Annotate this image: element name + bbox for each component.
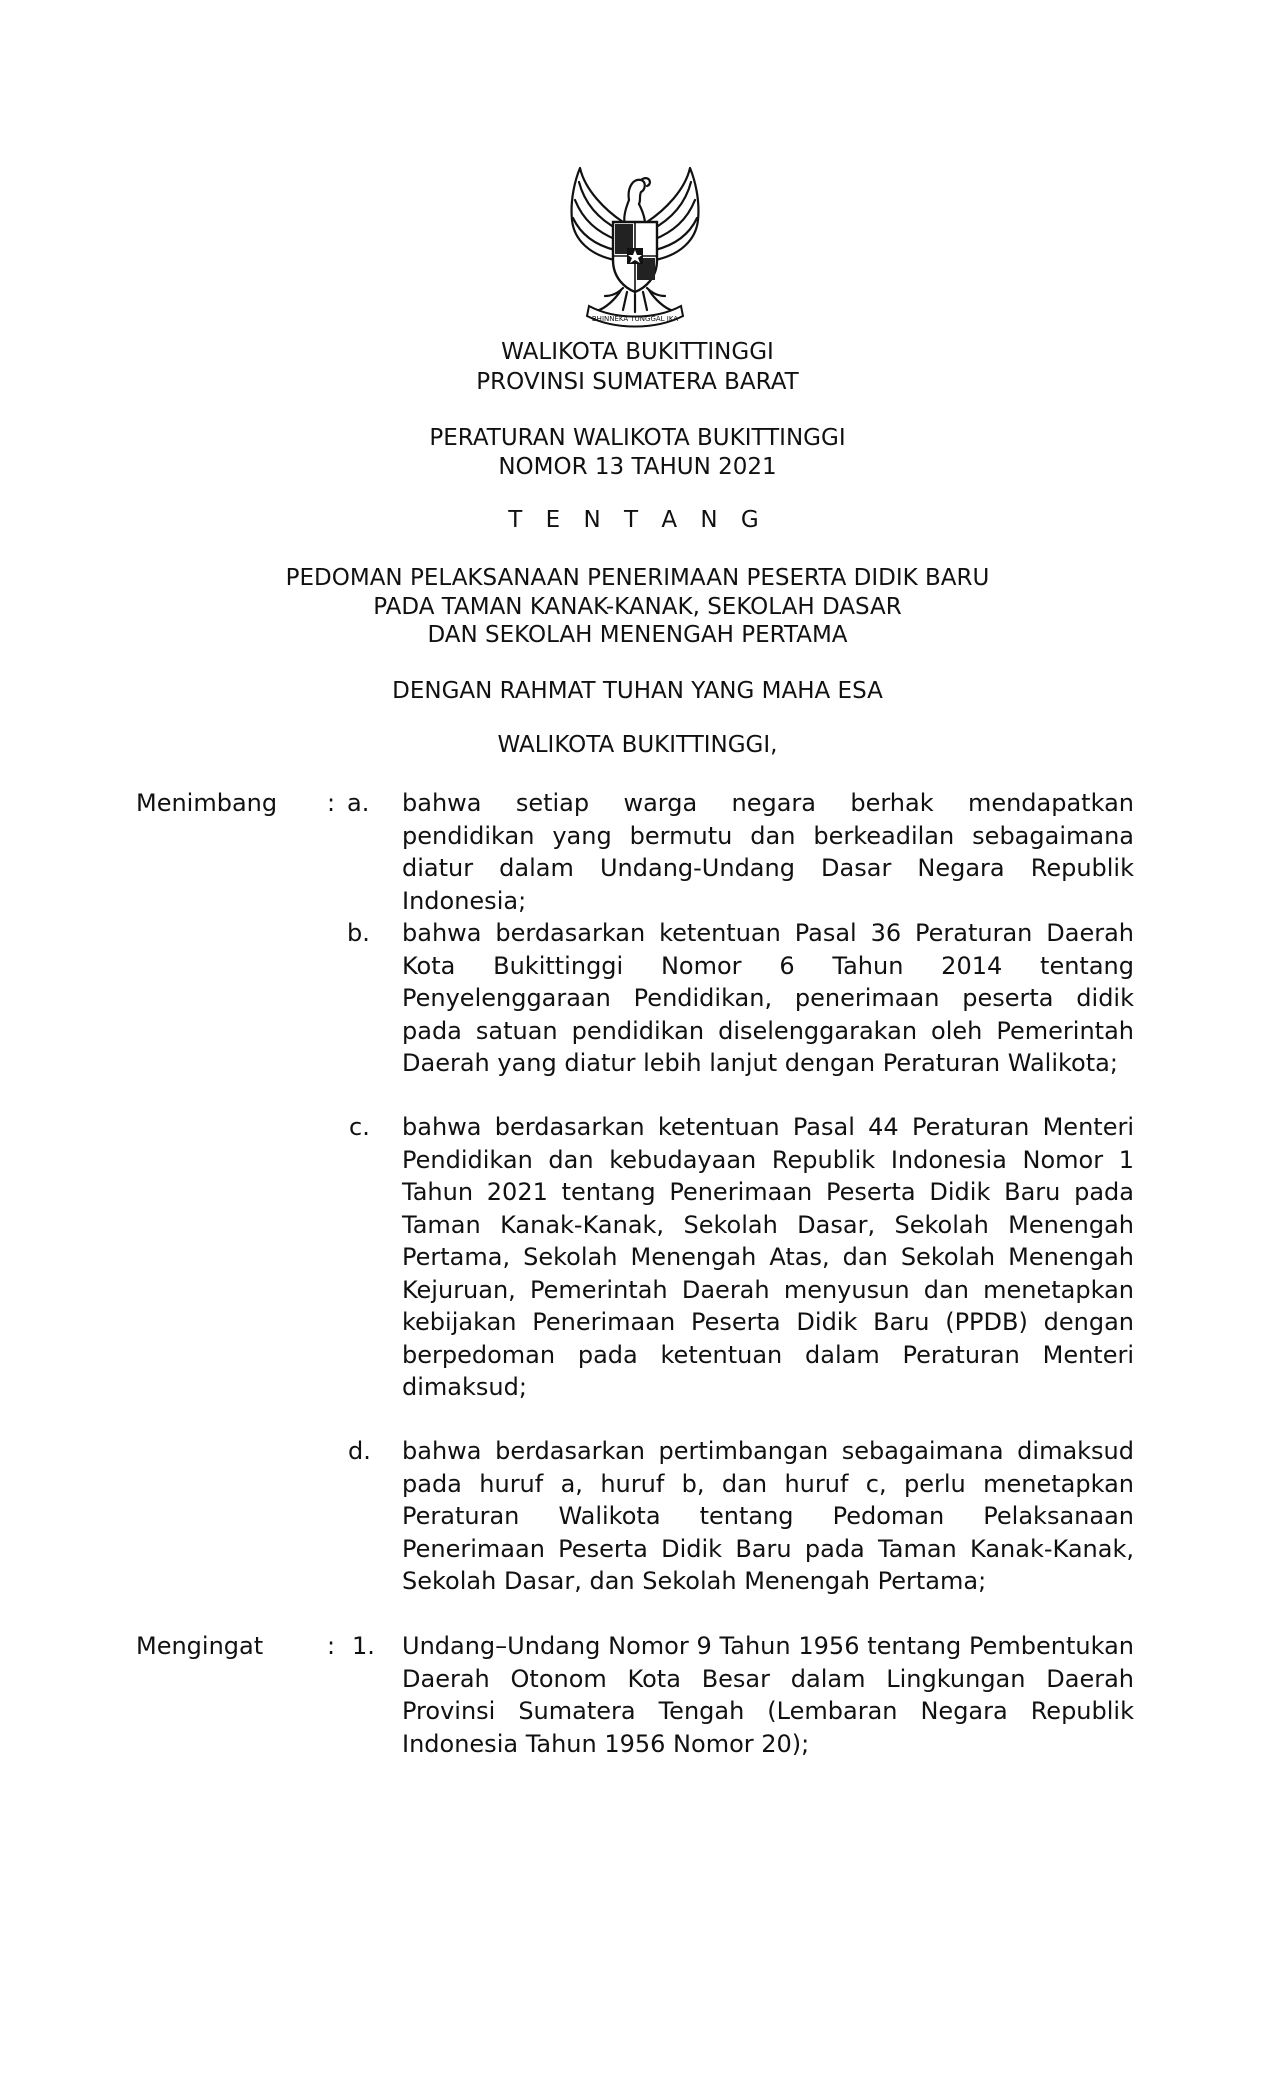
- mengingat-item-marker: 1.: [352, 1632, 375, 1660]
- garuda-pancasila-emblem-icon: [545, 160, 725, 330]
- regulation-number: NOMOR 13 TAHUN 2021: [498, 454, 777, 480]
- menimbang-item-text: bahwa berdasarkan ketentuan Pasal 44 Peraturan Menteri Pendidikan dan kebudayaan Republik Indonesia Nomor 1 Tahun 2021 tentang Penerimaan Peserta Didik Baru pada Taman Kanak-Kanak, Sekolah Dasar, Sekolah Menengah Pertama, Sekolah Menengah Atas, dan Sekolah Menengah Kejuruan, Pemerintah Daerah menyusun dan menetapkan kebijakan Penerimaan Peserta Didik Baru (PPDB) dengan berpedoman pada ketentuan dalam Peraturan Menteri dimaksud;: [402, 1113, 1134, 1401]
- menimbang-item-marker: d.: [348, 1437, 371, 1465]
- authority-line: WALIKOTA BUKITTINGGI,: [497, 732, 778, 758]
- mengingat-label: Mengingat: [136, 1632, 264, 1660]
- menimbang-item-marker: a.: [347, 789, 370, 817]
- menimbang-item-text: bahwa berdasarkan pertimbangan sebagaimana dimaksud pada huruf a, huruf b, dan huruf c, perlu menetapkan Peraturan Walikota tentang Pedoman Pelaksanaan Penerimaan Peserta Didik Baru pada Taman Kanak-Kanak, Sekolah Dasar, dan Sekolah Menengah Pertama;: [402, 1437, 1134, 1595]
- menimbang-item-text: bahwa berdasarkan ketentuan Pasal 36 Peraturan Daerah Kota Bukittinggi Nomor 6 Tahun 2014 tentang Penyelenggaraan Pendidikan, penerimaan peserta didik pada satuan pendidikan diselenggarakan oleh Pemerintah Daerah yang diatur lebih lanjut dengan Peraturan Walikota;: [402, 919, 1134, 1077]
- regulation-title-line-3: DAN SEKOLAH MENENGAH PERTAMA: [427, 622, 848, 648]
- emblem-motto: BHINNEKA TUNGGAL IKA: [591, 315, 679, 323]
- regulation-title-line-2: PADA TAMAN KANAK-KANAK, SEKOLAH DASAR: [373, 594, 902, 620]
- issuer-line-2: PROVINSI SUMATERA BARAT: [476, 369, 799, 395]
- mengingat-item-text: Undang–Undang Nomor 9 Tahun 1956 tentang Pembentukan Daerah Otonom Kota Besar dalam Lingkungan Daerah Provinsi Sumatera Tengah (Lembaran Negara Republik Indonesia Tahun 1956 Nomor 20);: [402, 1632, 1134, 1758]
- issuer-line-1: WALIKOTA BUKITTINGGI: [501, 339, 774, 365]
- regulation-title-line-1: PEDOMAN PELAKSANAAN PENERIMAAN PESERTA DIDIK BARU: [285, 565, 990, 591]
- menimbang-item-marker: b.: [347, 919, 370, 947]
- regulation-type: PERATURAN WALIKOTA BUKITTINGGI: [429, 425, 846, 451]
- mengingat-colon: :: [327, 1632, 336, 1660]
- menimbang-item-marker: c.: [349, 1113, 370, 1141]
- menimbang-label: Menimbang: [136, 789, 278, 817]
- menimbang-colon: :: [327, 789, 336, 817]
- menimbang-item-text: bahwa setiap warga negara berhak mendapatkan pendidikan yang bermutu dan berkeadilan sebagaimana diatur dalam Undang-Undang Dasar Negara Republik Indonesia;: [402, 789, 1134, 915]
- blessing-line: DENGAN RAHMAT TUHAN YANG MAHA ESA: [392, 678, 883, 704]
- regulation-about: T E N T A N G: [508, 507, 767, 533]
